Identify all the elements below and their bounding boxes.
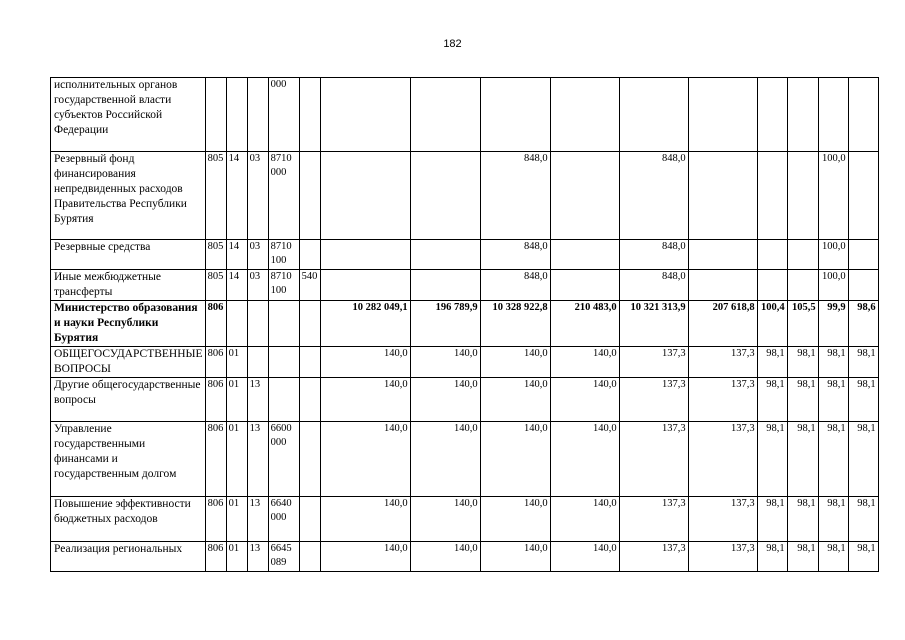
value-cell: 137,3 xyxy=(619,378,688,422)
row-name-cell: Резервные средства xyxy=(51,240,206,270)
value-cell: 140,0 xyxy=(320,542,410,572)
row-name-cell: исполнительных органов государственной власти субъектов Российской Федерации xyxy=(51,78,206,152)
code-cell: 6645 089 xyxy=(268,542,299,572)
code-cell: 03 xyxy=(247,240,268,270)
value-cell: 137,3 xyxy=(688,497,757,542)
code-cell: 806 xyxy=(205,422,226,497)
value-cell: 196 789,9 xyxy=(410,301,480,347)
value-cell xyxy=(320,78,410,152)
value-cell: 98,1 xyxy=(848,347,878,378)
code-cell xyxy=(247,78,268,152)
value-cell xyxy=(550,152,619,240)
code-cell: 14 xyxy=(226,152,247,240)
code-cell xyxy=(299,347,320,378)
code-cell: 000 xyxy=(268,78,299,152)
row-name-cell: Другие общегосударственные вопросы xyxy=(51,378,206,422)
code-cell xyxy=(205,78,226,152)
value-cell: 210 483,0 xyxy=(550,301,619,347)
code-cell xyxy=(299,542,320,572)
code-cell: 8710 000 xyxy=(268,152,299,240)
code-cell xyxy=(299,378,320,422)
value-cell xyxy=(848,78,878,152)
code-cell: 01 xyxy=(226,497,247,542)
value-cell: 105,5 xyxy=(787,301,818,347)
code-cell: 805 xyxy=(205,152,226,240)
value-cell: 137,3 xyxy=(619,422,688,497)
value-cell: 140,0 xyxy=(480,497,550,542)
code-cell: 540 xyxy=(299,270,320,301)
code-cell xyxy=(299,152,320,240)
code-cell: 806 xyxy=(205,347,226,378)
value-cell: 848,0 xyxy=(480,270,550,301)
code-cell: 806 xyxy=(205,497,226,542)
value-cell: 140,0 xyxy=(550,542,619,572)
value-cell xyxy=(757,240,787,270)
value-cell: 98,1 xyxy=(848,542,878,572)
value-cell xyxy=(818,78,848,152)
value-cell: 140,0 xyxy=(320,422,410,497)
value-cell: 140,0 xyxy=(550,422,619,497)
value-cell: 98,1 xyxy=(757,378,787,422)
code-cell xyxy=(299,301,320,347)
value-cell: 140,0 xyxy=(480,542,550,572)
value-cell: 98,1 xyxy=(848,422,878,497)
code-cell: 805 xyxy=(205,240,226,270)
value-cell xyxy=(688,270,757,301)
table-row xyxy=(51,347,879,378)
value-cell: 140,0 xyxy=(550,497,619,542)
value-cell xyxy=(480,78,550,152)
value-cell: 98,1 xyxy=(818,542,848,572)
table-row xyxy=(51,152,879,240)
value-cell: 99,9 xyxy=(818,301,848,347)
code-cell: 6640 000 xyxy=(268,497,299,542)
code-cell: 13 xyxy=(247,542,268,572)
code-cell xyxy=(268,378,299,422)
row-name-cell: Реализация региональных xyxy=(51,542,206,572)
value-cell: 98,1 xyxy=(818,378,848,422)
code-cell: 14 xyxy=(226,240,247,270)
value-cell xyxy=(848,152,878,240)
code-cell xyxy=(268,347,299,378)
value-cell xyxy=(550,78,619,152)
value-cell: 98,1 xyxy=(848,378,878,422)
value-cell xyxy=(848,270,878,301)
code-cell xyxy=(299,422,320,497)
table-row xyxy=(51,378,879,422)
code-cell: 01 xyxy=(226,422,247,497)
value-cell: 140,0 xyxy=(550,378,619,422)
code-cell xyxy=(226,301,247,347)
table-row xyxy=(51,270,879,301)
value-cell xyxy=(757,78,787,152)
code-cell: 03 xyxy=(247,152,268,240)
value-cell: 98,1 xyxy=(818,422,848,497)
table-row xyxy=(51,542,879,572)
value-cell: 140,0 xyxy=(480,422,550,497)
code-cell: 805 xyxy=(205,270,226,301)
value-cell: 137,3 xyxy=(688,347,757,378)
value-cell xyxy=(410,152,480,240)
row-name-cell: Министерство образования и науки Республики Бурятия xyxy=(51,301,206,347)
value-cell: 10 282 049,1 xyxy=(320,301,410,347)
code-cell xyxy=(299,497,320,542)
value-cell: 140,0 xyxy=(480,347,550,378)
value-cell xyxy=(410,240,480,270)
table-row xyxy=(51,78,879,152)
row-name-cell: Иные межбюджетные трансферты xyxy=(51,270,206,301)
value-cell: 140,0 xyxy=(320,347,410,378)
code-cell: 13 xyxy=(247,378,268,422)
value-cell xyxy=(320,270,410,301)
table-row xyxy=(51,422,879,497)
value-cell: 137,3 xyxy=(619,347,688,378)
value-cell: 98,1 xyxy=(787,497,818,542)
value-cell xyxy=(688,152,757,240)
code-cell xyxy=(247,347,268,378)
value-cell: 100,0 xyxy=(818,152,848,240)
row-name-cell: Повышение эффективности бюджетных расходов xyxy=(51,497,206,542)
value-cell: 98,1 xyxy=(818,497,848,542)
value-cell: 100,0 xyxy=(818,270,848,301)
value-cell: 140,0 xyxy=(320,497,410,542)
value-cell xyxy=(787,240,818,270)
value-cell: 848,0 xyxy=(480,152,550,240)
value-cell: 140,0 xyxy=(480,378,550,422)
value-cell: 98,1 xyxy=(787,347,818,378)
code-cell: 14 xyxy=(226,270,247,301)
value-cell: 98,1 xyxy=(757,422,787,497)
value-cell: 98,1 xyxy=(757,347,787,378)
value-cell: 140,0 xyxy=(410,347,480,378)
code-cell: 8710 100 xyxy=(268,270,299,301)
row-name-cell: Управление государственными финансами и государственным долгом xyxy=(51,422,206,497)
table-row xyxy=(51,240,879,270)
code-cell: 01 xyxy=(226,542,247,572)
table-row xyxy=(51,301,879,347)
value-cell: 10 328 922,8 xyxy=(480,301,550,347)
value-cell xyxy=(688,78,757,152)
value-cell: 140,0 xyxy=(410,422,480,497)
value-cell: 137,3 xyxy=(688,378,757,422)
table-row xyxy=(51,497,879,542)
code-cell: 8710 100 xyxy=(268,240,299,270)
code-cell xyxy=(299,78,320,152)
value-cell: 848,0 xyxy=(480,240,550,270)
value-cell xyxy=(787,152,818,240)
value-cell: 207 618,8 xyxy=(688,301,757,347)
code-cell: 806 xyxy=(205,301,226,347)
value-cell: 98,1 xyxy=(757,497,787,542)
value-cell xyxy=(550,240,619,270)
value-cell: 98,1 xyxy=(757,542,787,572)
value-cell: 137,3 xyxy=(688,542,757,572)
value-cell: 137,3 xyxy=(619,497,688,542)
page-number: 182 xyxy=(443,38,462,50)
value-cell: 98,1 xyxy=(787,378,818,422)
code-cell: 01 xyxy=(226,378,247,422)
value-cell xyxy=(757,270,787,301)
code-cell xyxy=(226,78,247,152)
value-cell: 140,0 xyxy=(410,497,480,542)
value-cell: 98,1 xyxy=(848,497,878,542)
value-cell: 848,0 xyxy=(619,152,688,240)
code-cell: 03 xyxy=(247,270,268,301)
value-cell xyxy=(787,78,818,152)
value-cell: 98,1 xyxy=(787,542,818,572)
code-cell xyxy=(299,240,320,270)
value-cell: 140,0 xyxy=(320,378,410,422)
value-cell: 137,3 xyxy=(619,542,688,572)
code-cell: 806 xyxy=(205,542,226,572)
code-cell xyxy=(247,301,268,347)
value-cell xyxy=(757,152,787,240)
code-cell: 806 xyxy=(205,378,226,422)
code-cell: 6600 000 xyxy=(268,422,299,497)
code-cell: 01 xyxy=(226,347,247,378)
value-cell xyxy=(410,270,480,301)
value-cell: 848,0 xyxy=(619,270,688,301)
value-cell: 140,0 xyxy=(550,347,619,378)
budget-table xyxy=(50,77,879,572)
value-cell: 137,3 xyxy=(688,422,757,497)
value-cell xyxy=(619,78,688,152)
value-cell xyxy=(848,240,878,270)
value-cell: 10 321 313,9 xyxy=(619,301,688,347)
value-cell xyxy=(688,240,757,270)
value-cell xyxy=(410,78,480,152)
row-name-cell: ОБЩЕГОСУДАРСТВЕННЫЕ ВОПРОСЫ xyxy=(51,347,206,378)
row-name-cell: Резервный фонд финансирования непредвиденных расходов Правительства Республики Бурятия xyxy=(51,152,206,240)
value-cell: 98,6 xyxy=(848,301,878,347)
code-cell: 13 xyxy=(247,497,268,542)
value-cell xyxy=(787,270,818,301)
value-cell: 98,1 xyxy=(818,347,848,378)
value-cell: 848,0 xyxy=(619,240,688,270)
code-cell xyxy=(268,301,299,347)
value-cell: 140,0 xyxy=(410,378,480,422)
code-cell: 13 xyxy=(247,422,268,497)
value-cell xyxy=(320,152,410,240)
value-cell xyxy=(550,270,619,301)
value-cell xyxy=(320,240,410,270)
value-cell: 140,0 xyxy=(410,542,480,572)
value-cell: 100,4 xyxy=(757,301,787,347)
value-cell: 100,0 xyxy=(818,240,848,270)
value-cell: 98,1 xyxy=(787,422,818,497)
